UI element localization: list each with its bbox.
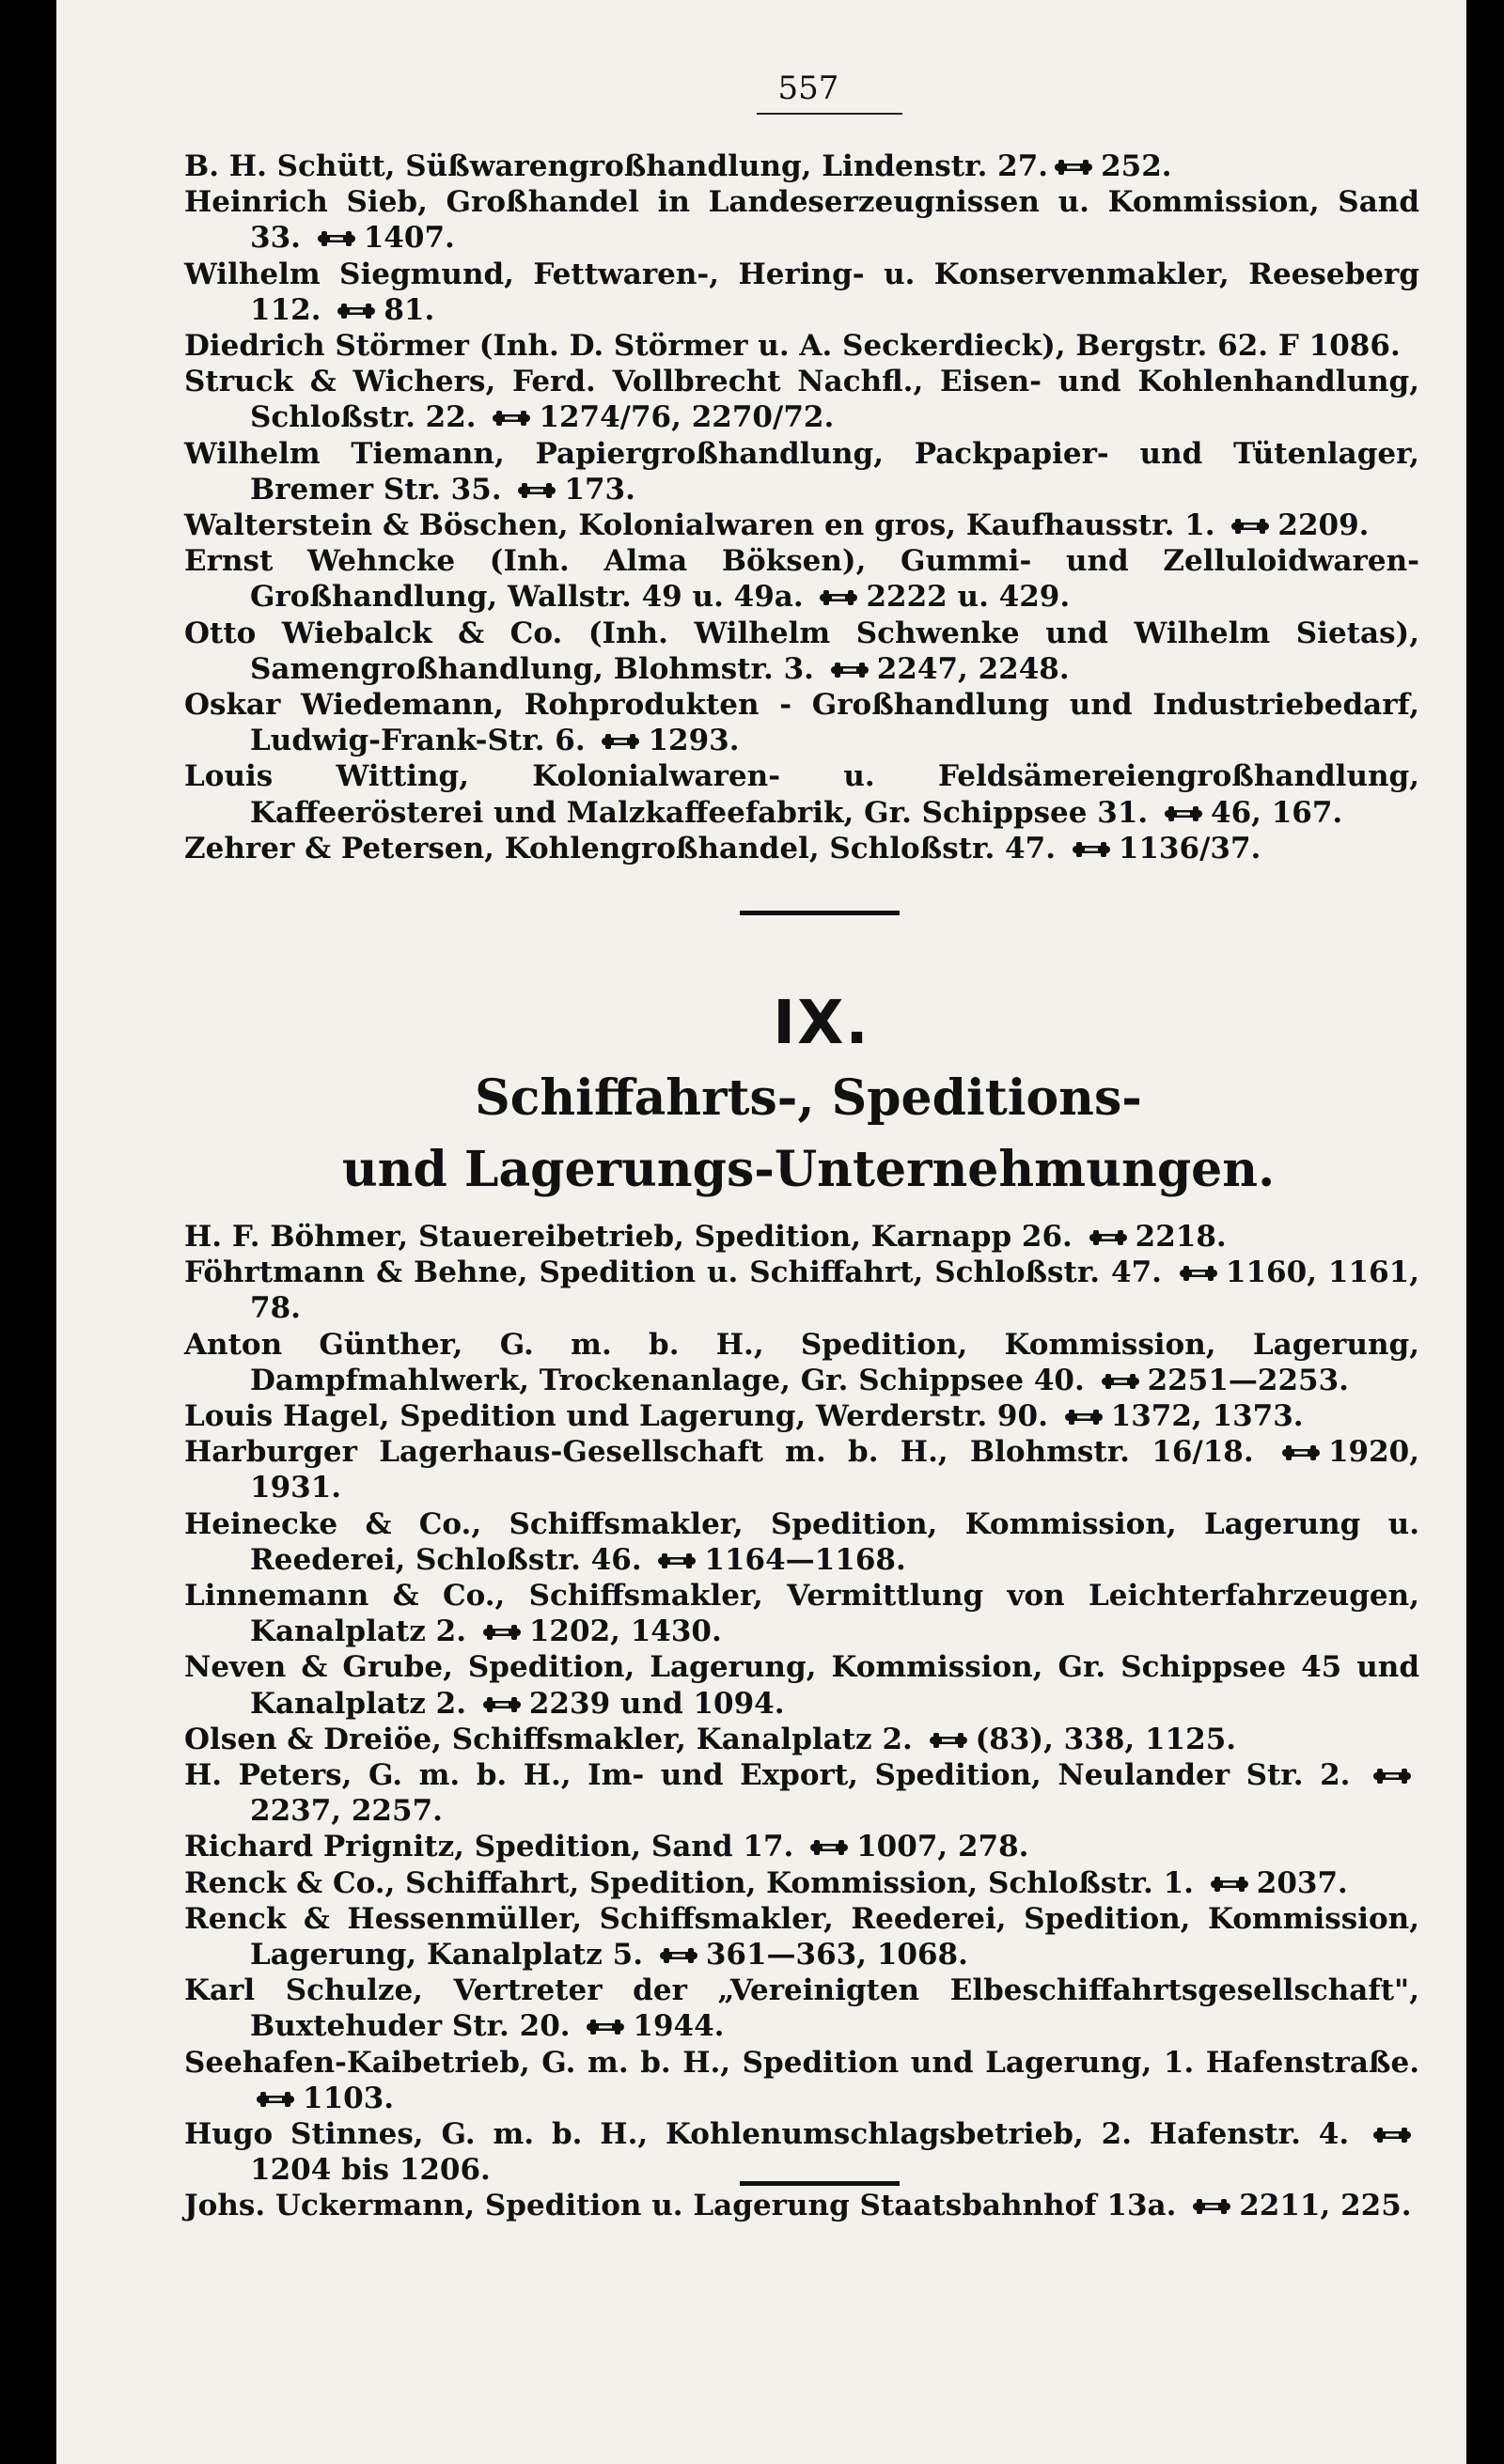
- telephone-icon: [657, 1552, 697, 1570]
- entry-phone: 2222 u. 429.: [866, 580, 1071, 615]
- section-divider: [740, 911, 900, 915]
- entry-phone: 2211, 225.: [1239, 2189, 1412, 2223]
- list-item: [184, 1506, 1419, 1578]
- section-divider: [740, 2181, 900, 2186]
- telephone-icon: [256, 2090, 295, 2109]
- list-item: [184, 507, 1419, 543]
- list-item: [184, 2045, 1419, 2116]
- entry-phone: 1293.: [648, 724, 740, 758]
- telephone-icon: [482, 1623, 522, 1642]
- entry-phone: 2247, 2248.: [876, 651, 1070, 686]
- entry-text: Struck & Wichers, Ferd. Vollbrecht Nachfl., Eisen- und Kohlenhandlung, Schloßstr. 22.: [184, 365, 1419, 435]
- telephone-icon: [819, 588, 858, 607]
- entry-text: Renck & Hessenmüller, Schiffsmakler, Reederei, Spedition, Kommission, Lagerung, Kanalplatz 5.: [184, 1901, 1419, 1973]
- list-item: [184, 1901, 1419, 1973]
- entry-text: Richard Prignitz, Spedition, Sand 17.: [184, 1830, 794, 1864]
- entry-phone: 173.: [564, 472, 635, 507]
- entry-text: Walterstein & Böschen, Kolonialwaren en gros, Kaufhausstr. 1.: [184, 508, 1215, 543]
- list-item: [184, 257, 1419, 328]
- list-item: [184, 436, 1419, 507]
- entry-text: Oskar Wiedemann, Rohprodukten - Großhandlung und Industriebedarf, Ludwig-Frank-Str. 6.: [184, 688, 1419, 758]
- section-title-line-1: Schiffahrts-, Speditions-: [475, 1069, 1142, 1127]
- entry-phone: 252.: [1101, 149, 1172, 183]
- entry-phone: 2251—2253.: [1147, 1363, 1349, 1397]
- telephone-icon: [659, 1946, 698, 1965]
- section-title-line-2: und Lagerungs-Unternehmungen.: [341, 1141, 1276, 1198]
- entry-phone: 1007, 278.: [856, 1830, 1029, 1864]
- entry-phone: 1274/76, 2270/72.: [539, 400, 835, 435]
- entry-text: Seehafen-Kaibetrieb, G. m. b. H., Spedition und Lagerung, 1. Hafenstraße.: [184, 2045, 1419, 2080]
- list-item: [184, 543, 1419, 615]
- entry-phone: 2239 und 1094.: [528, 1686, 785, 1721]
- entry-phone: (83), 338, 1125.: [975, 1722, 1237, 1756]
- entry-text: H. Peters, G. m. b. H., Im- und Export, Spedition, Neulander Str. 2.: [184, 1758, 1351, 1793]
- telephone-icon: [1192, 2197, 1231, 2216]
- list-item: [184, 616, 1419, 687]
- telephone-icon: [1179, 1264, 1218, 1283]
- entry-text: B. H. Schütt, Süßwarengroßhandlung, Lindenstr. 27.: [184, 149, 1049, 183]
- list-item: [184, 1398, 1419, 1434]
- list-item: [184, 1327, 1419, 1398]
- entries-list-bottom: [184, 1219, 1419, 2224]
- list-item: [184, 1829, 1419, 1864]
- section-numeral: IX.: [773, 989, 870, 1058]
- telephone-icon: [1281, 1443, 1321, 1462]
- list-item: [184, 1757, 1419, 1829]
- list-item: [184, 1973, 1419, 2044]
- entry-text: Ernst Wehncke (Inh. Alma Böksen), Gummi- und Zelluloidwaren-Großhandlung, Wallstr. 49 u. 49a.: [184, 544, 1419, 615]
- list-item: [184, 1219, 1419, 1255]
- entry-phone: 1164—1168.: [704, 1542, 906, 1577]
- telephone-icon: [1089, 1228, 1128, 1247]
- telephone-icon: [482, 1695, 522, 1714]
- entry-phone: 46, 167.: [1211, 795, 1343, 830]
- entries-list-top: [184, 148, 1419, 866]
- entry-phone: 1103.: [303, 2081, 395, 2115]
- list-item: [184, 148, 1419, 184]
- list-item: [184, 2188, 1419, 2223]
- page-number-rule: [757, 113, 902, 115]
- telephone-icon: [337, 302, 376, 320]
- entry-text: Wilhelm Tiemann, Papiergroßhandlung, Packpapier- und Tütenlager, Bremer Str. 35.: [184, 436, 1419, 507]
- entry-phone: 1160, 1161, 78.: [250, 1255, 1420, 1326]
- telephone-icon: [517, 481, 556, 500]
- list-item: [184, 328, 1419, 364]
- list-item: [184, 1865, 1419, 1901]
- entry-text: Louis Witting, Kolonialwaren- u. Feldsämereiengroßhandlung, Kaffeerösterei und Malzkaffeefabrik, Gr. Schippsee 31.: [184, 759, 1419, 830]
- entry-phone: 1944.: [633, 2009, 725, 2044]
- entry-text: Neven & Grube, Spedition, Lagerung, Kommission, Gr. Schippsee 45 und Kanalplatz 2.: [184, 1650, 1419, 1721]
- telephone-icon: [1101, 1372, 1140, 1391]
- entry-text: Johs. Uckermann, Spedition u. Lagerung Staatsbahnhof 13a.: [184, 2189, 1177, 2223]
- telephone-icon: [1372, 2126, 1412, 2144]
- telephone-icon: [809, 1838, 849, 1857]
- entry-phone: 2037.: [1256, 1865, 1348, 1900]
- page-number: 557: [777, 70, 839, 107]
- telephone-icon: [586, 2018, 625, 2036]
- list-item: [184, 1649, 1419, 1721]
- entry-phone: 361—363, 1068.: [705, 1938, 968, 1973]
- entry-text: Wilhelm Siegmund, Fettwaren-, Hering- u. Konservenmakler, Reeseberg 112.: [184, 257, 1419, 327]
- telephone-icon: [1064, 1408, 1104, 1427]
- list-item: [184, 184, 1419, 256]
- entry-phone: 1136/37.: [1118, 831, 1261, 866]
- entry-text: Harburger Lagerhaus-Gesellschaft m. b. H., Blohmstr. 16/18.: [184, 1435, 1254, 1470]
- telephone-icon: [1164, 804, 1203, 823]
- entry-text: Linnemann & Co., Schiffsmakler, Vermittlung von Leichterfahrzeugen, Kanalplatz 2.: [184, 1579, 1419, 1649]
- entry-text: Föhrtmann & Behne, Spedition u. Schiffahrt, Schloßstr. 47.: [184, 1255, 1162, 1290]
- entry-text: Karl Schulze, Vertreter der „Vereinigten Elbeschiffahrtsgesellschaft", Buxtehuder Str. 20.: [184, 1973, 1419, 2044]
- telephone-icon: [317, 229, 356, 248]
- list-item: [184, 2116, 1419, 2188]
- entry-text: Heinrich Sieb, Großhandel in Landeserzeugnissen u. Kommission, Sand 33.: [184, 185, 1419, 256]
- entry-phone: 81.: [384, 292, 435, 327]
- list-item: [184, 758, 1419, 830]
- telephone-icon: [1054, 158, 1093, 177]
- telephone-icon: [929, 1731, 968, 1750]
- list-item: [184, 1578, 1419, 1649]
- entry-text: Hugo Stinnes, G. m. b. H., Kohlenumschlagsbetrieb, 2. Hafenstr. 4.: [184, 2117, 1350, 2152]
- entry-phone: 1920, 1931.: [250, 1435, 1420, 1505]
- entry-text: Diedrich Störmer (Inh. D. Störmer u. A. Seckerdieck), Bergstr. 62. F 1086.: [184, 329, 1401, 364]
- entry-phone: 2218.: [1135, 1220, 1227, 1254]
- telephone-icon: [1210, 1875, 1249, 1894]
- entry-text: H. F. Böhmer, Stauereibetrieb, Spedition, Karnapp 26.: [184, 1220, 1073, 1254]
- entry-text: Louis Hagel, Spedition und Lagerung, Werderstr. 90.: [184, 1399, 1048, 1434]
- entry-text: Heinecke & Co., Schiffsmakler, Spedition, Kommission, Lagerung u. Reederei, Schloßstr. 46.: [184, 1506, 1419, 1577]
- entry-phone: 2209.: [1277, 508, 1370, 543]
- telephone-icon: [1372, 1767, 1412, 1786]
- entry-text: Anton Günther, G. m. b. H., Spedition, Kommission, Lagerung, Dampfmahlwerk, Trockenanlage, Gr. Schippsee 40.: [184, 1327, 1419, 1397]
- entry-phone: 1407.: [363, 221, 455, 256]
- entry-text: Zehrer & Petersen, Kohlengroßhandel, Schloßstr. 47.: [184, 831, 1056, 866]
- telephone-icon: [601, 732, 640, 751]
- entry-phone: 1372, 1373.: [1110, 1399, 1304, 1434]
- list-item: [184, 1255, 1419, 1326]
- list-item: [184, 831, 1419, 866]
- list-item: [184, 1434, 1419, 1505]
- telephone-icon: [830, 661, 870, 679]
- list-item: [184, 364, 1419, 435]
- telephone-icon: [1072, 840, 1111, 859]
- telephone-icon: [492, 409, 531, 428]
- telephone-icon: [1230, 517, 1270, 536]
- entry-text: Olsen & Dreiöe, Schiffsmakler, Kanalplatz 2.: [184, 1722, 913, 1756]
- entry-phone: 2237, 2257.: [250, 1794, 443, 1829]
- entry-phone: 1202, 1430.: [528, 1614, 722, 1649]
- list-item: [184, 1722, 1419, 1757]
- list-item: [184, 687, 1419, 758]
- entry-phone: 1204 bis 1206.: [250, 2153, 491, 2188]
- entry-text: Otto Wiebalck & Co. (Inh. Wilhelm Schwenke und Wilhelm Sietas), Samengroßhandlung, Blohmstr. 3.: [184, 616, 1419, 686]
- entry-text: Renck & Co., Schiffahrt, Spedition, Kommission, Schloßstr. 1.: [184, 1865, 1194, 1900]
